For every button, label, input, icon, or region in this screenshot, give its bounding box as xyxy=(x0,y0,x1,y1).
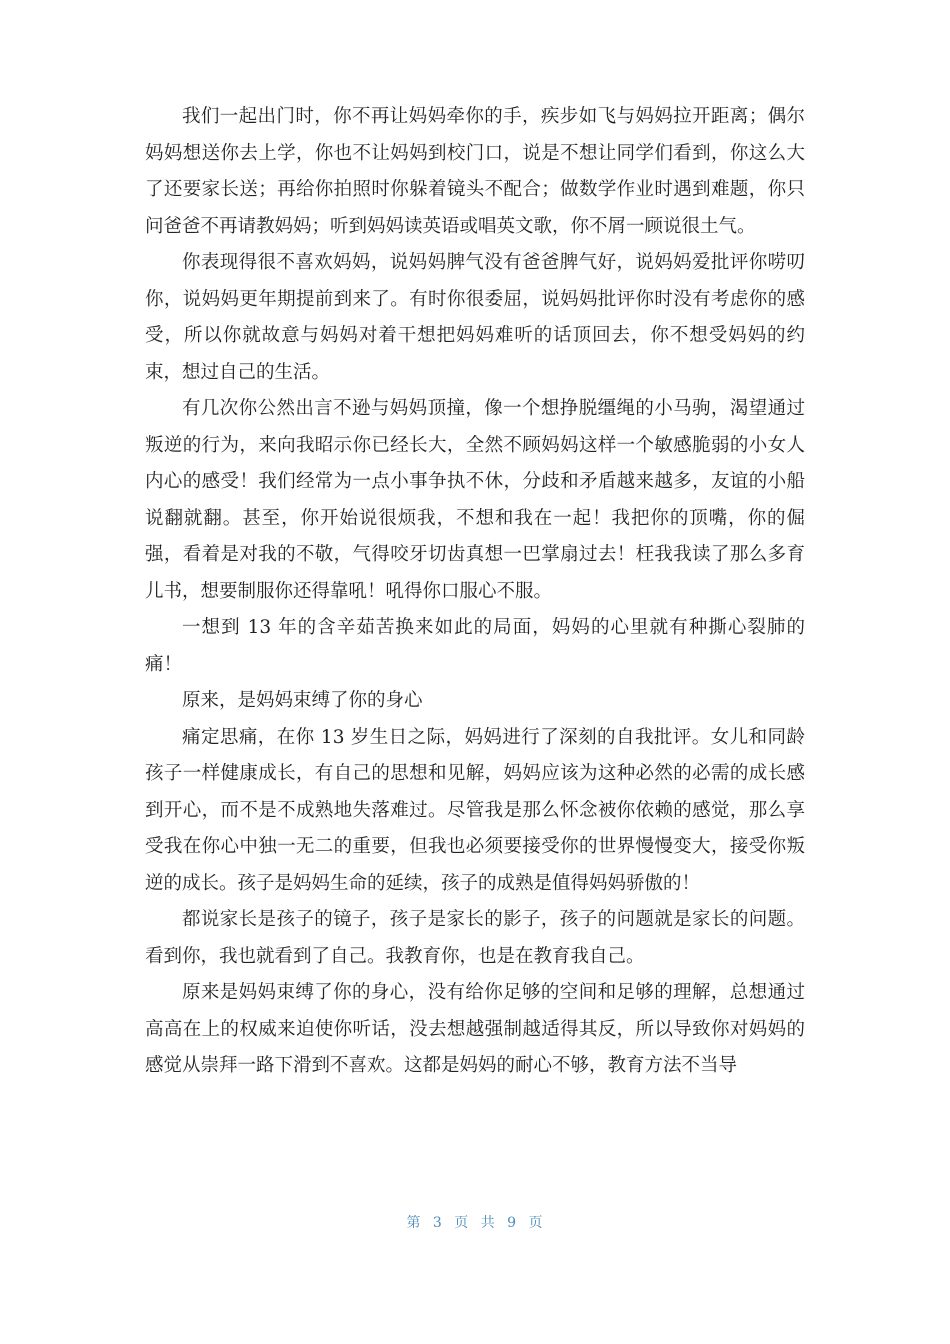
paragraph: 我们一起出门时，你不再让妈妈牵你的手，疾步如飞与妈妈拉开距离；偶尔妈妈想送你去上学，你也不让妈妈到校门口，说是不想让同学们看到，你这么大了还要家长送；再给你拍照时你躲着镜头不配合；做数学作业时遇到难题，你只问爸爸不再请教妈妈；听到妈妈读英语或唱英文歌，你不屑一顾说很土气。 xyxy=(145,106,805,237)
paragraph: 你表现得很不喜欢妈妈，说妈妈脾气没有爸爸脾气好，说妈妈爱批评你唠叨你，说妈妈更年期提前到来了。有时你很委屈，说妈妈批评你时没有考虑你的感受，所以你就故意与妈妈对着干想把妈妈难听的话顶回去，你不想受妈妈的约束，想过自己的生活。 xyxy=(145,252,805,383)
paragraph: 都说家长是孩子的镜子，孩子是家长的影子，孩子的问题就是家长的问题。看到你，我也就看到了自己。我教育你，也是在教育我自己。 xyxy=(145,909,805,967)
page-number-footer: 第 3 页 共 9 页 xyxy=(406,1215,544,1231)
paragraph: 有几次你公然出言不逊与妈妈顶撞，像一个想挣脱缰绳的小马驹，渴望通过叛逆的行为，来向我昭示你已经长大，全然不顾妈妈这样一个敏感脆弱的小女人内心的感受！我们经常为一点小事争执不休，分歧和矛盾越来越多，友谊的小船说翻就翻。甚至，你开始说很烦我，不想和我在一起！我把你的顶嘴，你的倔强，看着是对我的不敬，气得咬牙切齿真想一巴掌扇过去！枉我我读了那么多育儿书，想要制服你还得靠吼！吼得你口服心不服。 xyxy=(145,398,805,602)
document-body xyxy=(145,99,805,1085)
section-heading: 原来，是妈妈束缚了你的身心 xyxy=(182,690,423,711)
paragraph: 原来是妈妈束缚了你的身心，没有给你足够的空间和足够的理解，总想通过高高在上的权威来迫使你听话，没去想越强制越适得其反，所以导致你对妈妈的感觉从崇拜一路下滑到不喜欢。这都是妈妈的耐心不够，教育方法不当导 xyxy=(145,982,805,1076)
paragraph: 痛定思痛，在你 13 岁生日之际，妈妈进行了深刻的自我批评。女儿和同龄孩子一样健康成长，有自己的思想和见解，妈妈应该为这种必然的必需的成长感到开心，而不是不成熟地失落难过。尽管我是那么怀念被你依赖的感觉，那么享受我在你心中独一无二的重要，但我也必须要接受你的世界慢慢变大，接受你叛逆的成长。孩子是妈妈生命的延续，孩子的成熟是值得妈妈骄傲的！ xyxy=(145,726,805,894)
paragraph: 一想到 13 年的含辛茹苦换来如此的局面，妈妈的心里就有种撕心裂肺的痛！ xyxy=(145,617,805,675)
